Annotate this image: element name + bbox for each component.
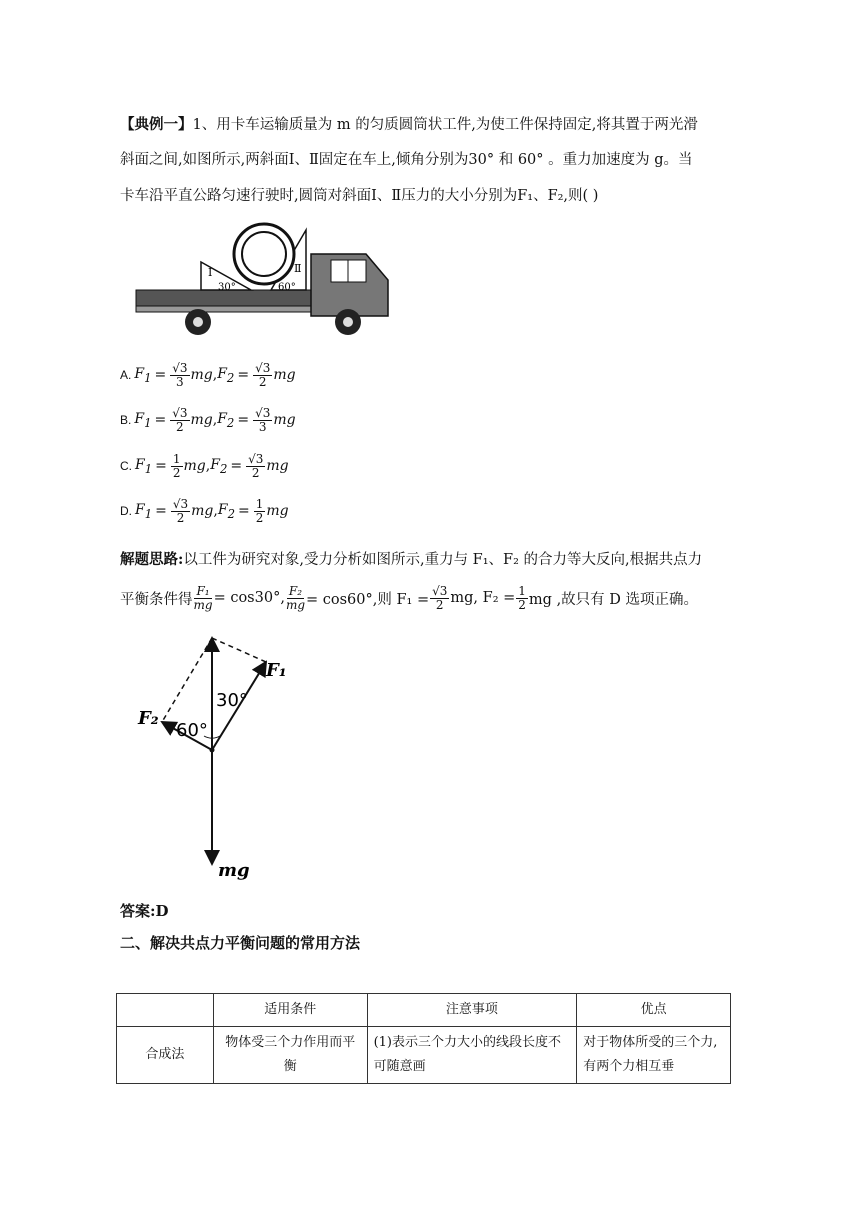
problem-line-2: 斜面之间,如图所示,两斜面Ⅰ、Ⅱ固定在车上,倾角分别为30° 和 60° 。重力加速度为 g。当	[120, 152, 693, 168]
equals-sign: =	[154, 367, 167, 383]
equals-sign: =	[238, 503, 250, 519]
table-cell: 物体受三个力作用而平衡	[213, 1027, 367, 1084]
fraction-num: √3	[248, 451, 264, 466]
fraction-num: F₂	[288, 583, 303, 598]
solution-text-2c: = cos60°,则 F₁ =	[306, 591, 430, 608]
f1-symbol: $F_1$	[135, 501, 153, 521]
option-key: C.	[120, 459, 132, 473]
section-title: 二、解决共点力平衡问题的常用方法	[120, 934, 361, 952]
fraction-den: 2	[518, 597, 526, 612]
problem-text-1: 1、用卡车运输质量为 m 的匀质圆筒状工件,为使工件保持固定,将其置于两光滑	[192, 117, 698, 133]
table-row	[117, 1027, 731, 1084]
solution-text-2a: 平衡条件得	[120, 591, 193, 608]
fraction-num: √3	[432, 583, 448, 598]
answer: 答案:D	[120, 902, 169, 920]
solution-line-1	[120, 548, 702, 569]
fraction-num: √3	[172, 496, 189, 511]
fraction-den: mg	[285, 597, 305, 612]
fraction-den: 2	[255, 510, 264, 525]
f1-fraction	[170, 362, 189, 389]
option-key: D.	[120, 504, 132, 518]
angle-30-label: 30°	[216, 690, 248, 711]
table-header-row	[117, 994, 731, 1027]
fraction-num: 1	[518, 583, 526, 598]
example-tag: 【典例一】	[120, 116, 193, 133]
equals-sign: =	[155, 458, 167, 474]
solution-text-2b: = cos30°,	[213, 590, 285, 606]
solution-text-2d: mg, F₂ =	[450, 590, 516, 606]
option-key: A.	[120, 368, 132, 382]
option-key: B.	[120, 413, 132, 427]
fraction-den: 2	[176, 510, 185, 525]
f1-label: F₁	[266, 660, 287, 681]
fraction-num: 1	[172, 451, 181, 466]
fraction-den: 2	[258, 374, 267, 389]
table-header-cell: 适用条件	[213, 994, 367, 1027]
solution-text-2e: mg ,故只有 D 选项正确。	[528, 591, 699, 608]
equals-sign: =	[230, 458, 243, 474]
solution-line-2	[120, 580, 698, 616]
problem-line-1	[120, 113, 698, 134]
f2-symbol: $F_2$	[217, 501, 235, 521]
f2-fraction	[253, 407, 272, 434]
fraction-den: 2	[251, 465, 260, 480]
solution-label: 解题思路:	[120, 551, 184, 568]
option-c: C. $F_1$ = $\frac{1}{2}$ mg , $F_2$ = $\frac{√3}{2}$ mg	[120, 451, 289, 480]
fraction-f2-over-mg	[286, 585, 305, 612]
f2-symbol: $F_2$	[217, 365, 235, 385]
angle-60-label: 60°	[278, 282, 296, 293]
mg-symbol: mg	[273, 367, 296, 383]
f2-fraction	[254, 498, 266, 525]
solution-text-1: 以工件为研究对象,受力分析如图所示,重力与 F₁、F₂ 的合力等大反向,根据共点力	[183, 552, 703, 568]
fraction-den: mg	[193, 597, 213, 612]
f1-symbol: $F_1$	[134, 365, 152, 385]
mg-symbol: mg	[190, 412, 213, 428]
f1-symbol: $F_1$	[135, 456, 153, 476]
f1-fraction	[171, 498, 190, 525]
mg-label: mg	[218, 860, 250, 881]
f2-symbol: $F_2$	[210, 456, 228, 476]
f2-fraction	[253, 362, 272, 389]
problem-line-3: 卡车沿平直公路匀速行驶时,圆筒对斜面Ⅰ、Ⅱ压力的大小分别为F₁、F₂,则( )	[120, 188, 599, 204]
fraction-den: 2	[435, 597, 444, 612]
f2-symbol: $F_2$	[217, 410, 235, 430]
angle-30-label: 30°	[218, 282, 236, 293]
table-cell: (1)表示三个力大小的线段长度不可随意画	[367, 1027, 577, 1084]
option-b: B. $F_1$ = $\frac{√3}{2}$ mg , $F_2$ = $\frac{√3}{3}$ mg	[120, 405, 296, 434]
option-a: A. $F_1$ = $\frac{√3}{3}$ mg , $F_2$ = $\frac{√3}{2}$ mg	[120, 360, 296, 389]
methods-table	[116, 993, 731, 1084]
f1-fraction	[170, 407, 189, 434]
mg-symbol: mg	[273, 412, 296, 428]
fraction-den: 2	[176, 419, 184, 434]
equals-sign: =	[237, 367, 250, 383]
label-II: Ⅱ	[294, 262, 302, 275]
f2-fraction	[246, 453, 265, 480]
table-header-cell: 优点	[577, 994, 731, 1027]
fraction-root3-over-2	[430, 585, 449, 612]
label-I: Ⅰ	[208, 266, 213, 279]
table-cell: 对于物体所受的三个力,有两个力相互垂	[577, 1027, 731, 1084]
fraction-num: F₁	[196, 583, 210, 598]
fraction-num: √3	[172, 360, 188, 375]
f1-symbol: $F_1$	[134, 410, 152, 430]
fraction-f1-over-mg	[194, 585, 213, 612]
fraction-1-over-2	[516, 585, 528, 612]
mg-symbol: mg	[266, 458, 289, 474]
equals-sign: =	[237, 412, 250, 428]
truck-figure	[126, 222, 406, 344]
equals-sign: =	[154, 412, 167, 428]
fraction-num: √3	[172, 405, 188, 420]
mg-symbol: mg	[266, 503, 289, 519]
mg-symbol: mg	[183, 458, 206, 474]
table-header-cell: 注意事项	[367, 994, 577, 1027]
fraction-den: 3	[176, 374, 184, 389]
force-diagram	[130, 628, 290, 886]
fraction-num: 1	[255, 496, 264, 511]
angle-60-label: 60°	[176, 720, 208, 741]
option-d: D. $F_1$ = $\frac{√3}{2}$ mg , $F_2$ = $\frac{1}{2}$ mg	[120, 496, 289, 525]
fraction-den: 2	[172, 465, 181, 480]
mg-symbol: mg	[190, 367, 213, 383]
table-header-cell	[117, 994, 214, 1027]
fraction-den: 3	[258, 419, 267, 434]
equals-sign: =	[155, 503, 167, 519]
fraction-num: √3	[255, 360, 271, 375]
table-cell: 合成法	[117, 1027, 214, 1084]
fraction-num: √3	[255, 405, 271, 420]
f2-label: F₂	[138, 708, 159, 729]
mg-symbol: mg	[191, 503, 214, 519]
f1-fraction	[171, 453, 183, 480]
